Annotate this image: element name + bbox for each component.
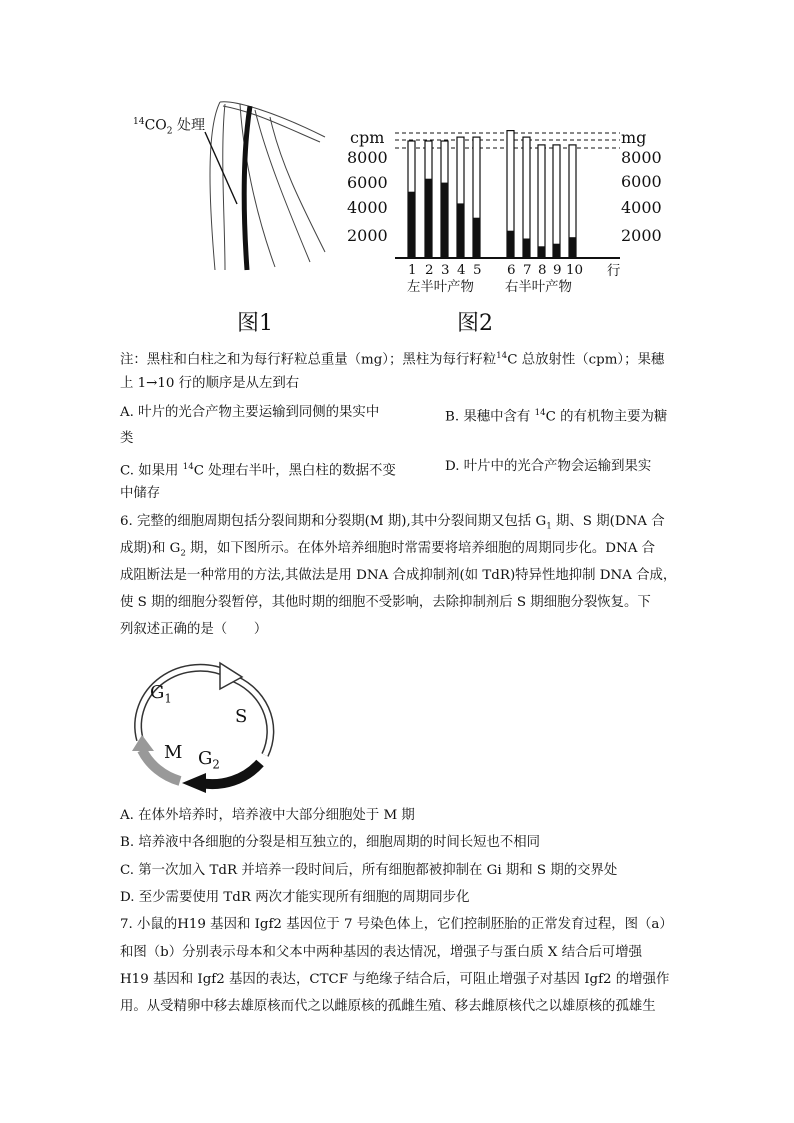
q6-option-c: C. 第一次加入 TdR 并培养一段时间后，所有细胞都被抑制在 Gi 期和 S 期的交界处 bbox=[120, 863, 618, 878]
x-tick-label-3: 3 bbox=[441, 263, 450, 278]
bar-radioactivity-row-7 bbox=[523, 239, 530, 259]
q6-stem-line-5: 列叙述正确的是（ ） bbox=[120, 622, 268, 637]
bar-radioactivity-row-8 bbox=[538, 246, 545, 258]
right-unit-label: mg bbox=[621, 128, 647, 147]
right-tick-4000: 4000 bbox=[621, 198, 662, 217]
bar-radioactivity-row-10 bbox=[569, 237, 576, 258]
left-tick-4000: 4000 bbox=[347, 198, 388, 217]
q6-stem-line-3: 成阻断法是一种常用的方法,其做法是用 DNA 合成抑制剂(如 TdR)特异性地抑制 DNA 合成， bbox=[120, 568, 677, 583]
bar-radioactivity-row-5 bbox=[473, 218, 480, 258]
q7-line-3: H19 基因和 Igf2 基因的表达，CTCF 与绝缘子结合后，可阻止增强子对基因 Igf2 的增强作 bbox=[120, 972, 670, 987]
bar-total-row-8 bbox=[538, 145, 545, 258]
x-tick-label-4: 4 bbox=[457, 263, 466, 278]
figure-1-leaf bbox=[125, 92, 335, 282]
q6-option-d: D. 至少需要使用 TdR 两次才能实现所有细胞的周期同步化 bbox=[120, 890, 470, 905]
x-tick-label-9: 9 bbox=[553, 263, 562, 278]
q6-stem-line-2: 成期)和 $G_2$ 期，如下图所示。在体外培养细胞时常需要将培养细胞的周期同步化。DNA 合 bbox=[120, 541, 656, 559]
figure-note-line-1: 注：黑柱和白柱之和为每行籽粒总重量（mg）；黑柱为每行籽粒$^{14}$C 总放射性（cpm）；果穗 bbox=[120, 351, 665, 368]
q7-line-4: 用。从受精卵中移去雄原核而代之以雌原核的孤雌生殖、移去雌原核代之以雄原核的孤雄生 bbox=[120, 999, 656, 1014]
left-group-label: 左半叶产物 bbox=[407, 280, 474, 295]
q6-option-b: B. 培养液中各细胞的分裂是相互独立的，细胞周期的时间长短也不相同 bbox=[120, 835, 541, 850]
q7-line-2: 和图（b）分别表示母本和父本中两种基因的表达情况，增强子与蛋白质 X 结合后可增强 bbox=[120, 945, 643, 960]
cell-cycle-diagram bbox=[120, 655, 285, 795]
q6-stem-line-1: 6. 完整的细胞周期包括分裂间期和分裂期(M 期),其中分裂间期又包括 $G_1$ 期、S 期(DNA 合 bbox=[120, 514, 665, 532]
x-tick-label-1: 1 bbox=[408, 263, 417, 278]
left-tick-8000: 8000 bbox=[347, 148, 388, 167]
left-tick-2000: 2000 bbox=[347, 226, 388, 245]
co2-treatment-label: $^{14}CO_2$ 处理 bbox=[133, 117, 206, 137]
figure-2-caption: 图2 bbox=[457, 311, 493, 336]
x-tick-label-5: 5 bbox=[473, 263, 482, 278]
q5-option-c: C. 如果用 $^{14}$C 处理右半叶，黑白柱的数据不变 bbox=[120, 462, 396, 479]
bar-radioactivity-row-9 bbox=[553, 244, 560, 258]
bar-radioactivity-row-1 bbox=[408, 192, 415, 258]
q7-line-1: 7. 小鼠的H19 基因和 Igf2 基因位于 7 号染色体上，它们控制胚胎的正常发育过程，图（a） bbox=[120, 917, 673, 932]
g1-label: $G_1$ bbox=[150, 682, 172, 706]
bar-total-row-9 bbox=[553, 145, 560, 258]
bar-radioactivity-row-3 bbox=[441, 183, 448, 258]
q5-option-c-wrap: 中储存 bbox=[120, 486, 161, 501]
left-tick-6000: 6000 bbox=[347, 173, 388, 192]
m-label: M bbox=[164, 742, 183, 763]
right-tick-8000: 8000 bbox=[621, 148, 662, 167]
x-tick-label-6: 6 bbox=[507, 263, 516, 278]
right-group-label: 右半叶产物 bbox=[505, 280, 572, 295]
bar-radioactivity-row-4 bbox=[457, 203, 464, 258]
bar-radioactivity-row-2 bbox=[425, 179, 432, 258]
q6-option-a: A. 在体外培养时，培养液中大部分细胞处于 M 期 bbox=[120, 808, 415, 823]
q5-option-a: A. 叶片的光合产物主要运输到同侧的果实中 bbox=[120, 405, 380, 420]
bar-radioactivity-row-6 bbox=[507, 231, 514, 258]
row-axis-label: 行 bbox=[607, 264, 621, 279]
s-label: S bbox=[235, 706, 248, 727]
figure-2-chart bbox=[345, 120, 675, 300]
x-tick-label-7: 7 bbox=[523, 263, 532, 278]
x-tick-label-2: 2 bbox=[425, 263, 434, 278]
figure-1-caption: 图1 bbox=[237, 311, 273, 336]
figure-note-line-2: 上 1→10 行的顺序是从左到右 bbox=[120, 376, 300, 391]
right-tick-6000: 6000 bbox=[621, 172, 662, 191]
q5-option-a-wrap: 类 bbox=[120, 431, 134, 446]
q5-option-d: D. 叶片中的光合产物会运输到果实 bbox=[445, 459, 652, 474]
x-tick-label-8: 8 bbox=[538, 263, 547, 278]
g2-label: $G_2$ bbox=[198, 748, 220, 772]
q5-option-b: B. 果穗中含有 $^{14}$C 的有机物主要为糖 bbox=[445, 408, 668, 425]
q6-stem-line-4: 使 S 期的细胞分裂暂停，其他时期的细胞不受影响，去除抑制剂后 S 期细胞分裂恢复。下 bbox=[120, 595, 651, 610]
left-unit-label: cpm bbox=[350, 128, 385, 147]
x-tick-label-10: 10 bbox=[566, 263, 584, 278]
right-tick-2000: 2000 bbox=[621, 226, 662, 245]
